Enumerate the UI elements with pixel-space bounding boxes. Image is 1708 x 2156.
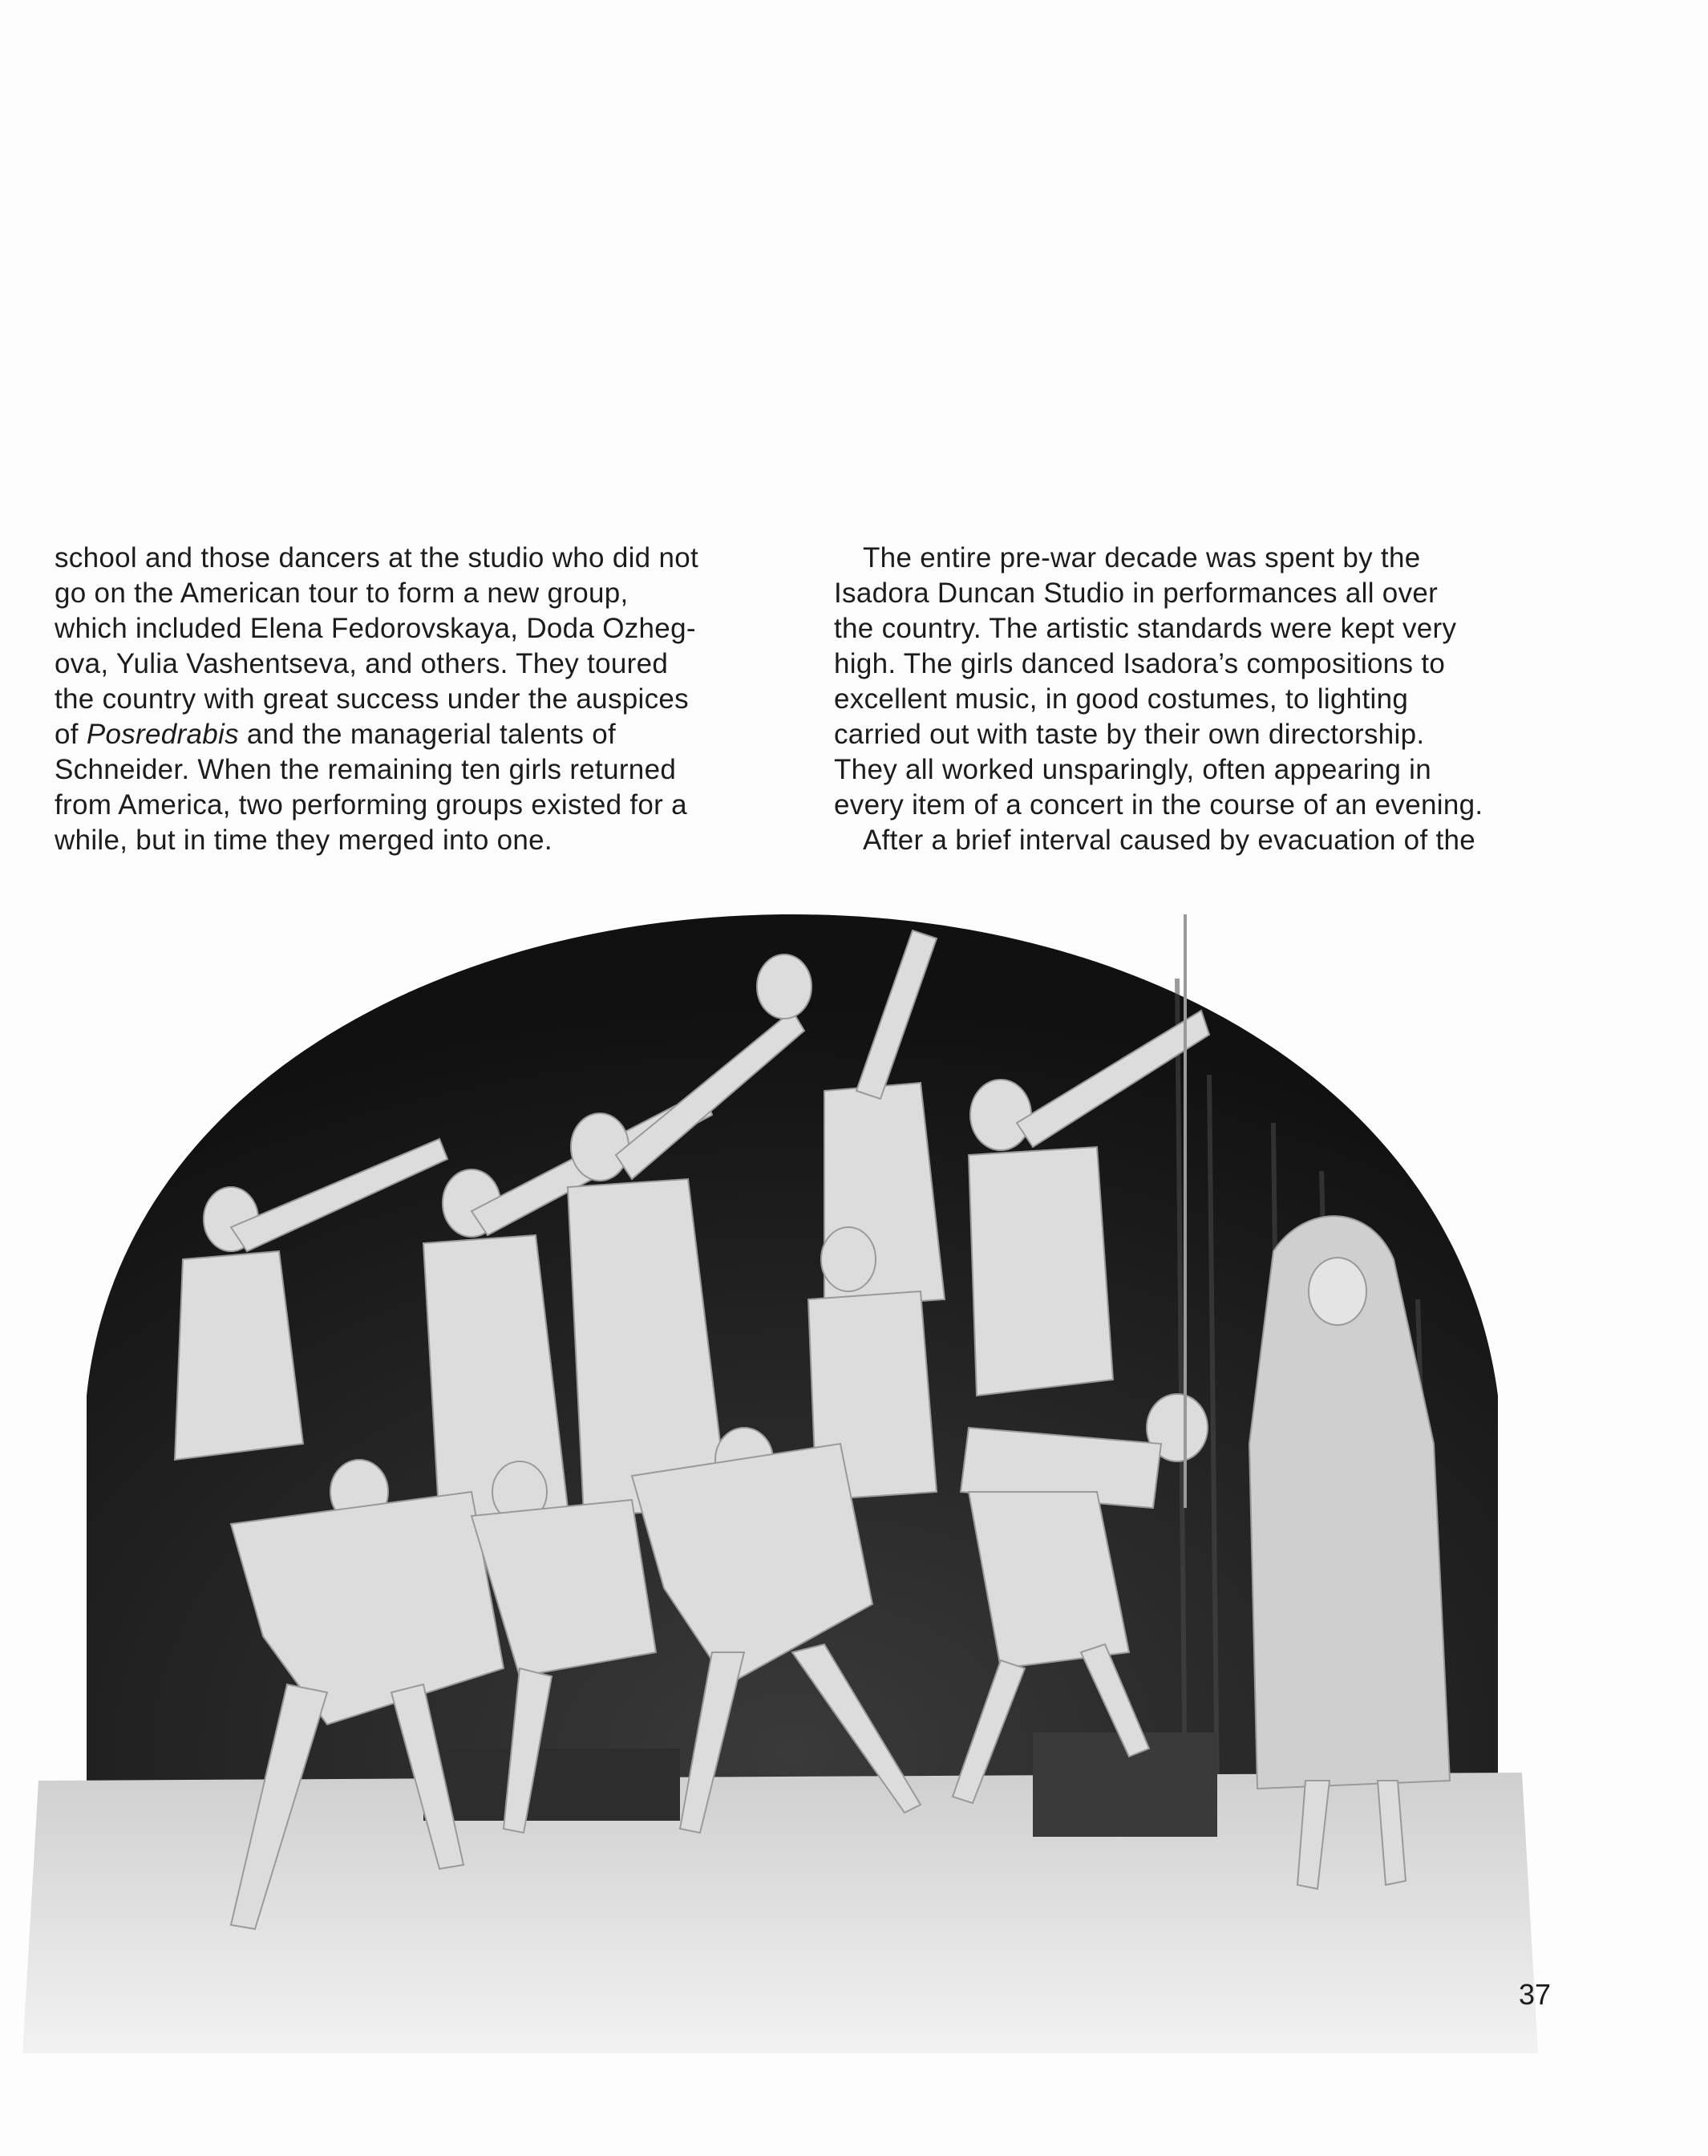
text-line: carried out with taste by their own directorship. (834, 719, 1425, 750)
text-line: They all worked unsparingly, often appearing in (834, 754, 1431, 785)
text-fragment: and the managerial talents of (238, 719, 617, 750)
page-number: 37 (1519, 1978, 1552, 2011)
text-line: the country with great success under the auspices (55, 683, 689, 715)
text-line: high. The girls danced Isadora’s compositions to (834, 648, 1446, 679)
text-line-with-emphasis (55, 717, 792, 752)
dance-photograph (22, 882, 1538, 2053)
text-line: Isadora Duncan Studio in performances all over (834, 578, 1439, 609)
emphasized-term: Posredrabis (86, 719, 239, 750)
text-line: go on the American tour to form a new group, (55, 578, 629, 609)
text-line: After a brief interval caused by evacuation of the (863, 825, 1476, 856)
text-line: excellent music, in good costumes, to lighting (834, 683, 1409, 715)
text-line: school and those dancers at the studio who did not (55, 542, 699, 573)
text-line: from America, two performing groups existed for a (55, 789, 687, 821)
text-column-left (55, 541, 792, 858)
text-line: ova, Yulia Vashentseva, and others. They toured (55, 648, 669, 679)
text-line: while, but in time they merged into one. (55, 825, 552, 856)
text-fragment: of (55, 719, 87, 750)
text-line: Schneider. When the remaining ten girls returned (55, 754, 677, 785)
text-column-right (834, 541, 1572, 858)
text-line: which included Elena Fedorovskaya, Doda Ozheg- (55, 613, 696, 644)
photograph-illustration (22, 882, 1538, 2053)
text-line: every item of a concert in the course of an evening. (834, 789, 1483, 821)
platform-block (423, 1749, 680, 1821)
text-line: the country. The artistic standards were kept very (834, 613, 1457, 644)
text-line: The entire pre-war decade was spent by the (863, 542, 1421, 573)
